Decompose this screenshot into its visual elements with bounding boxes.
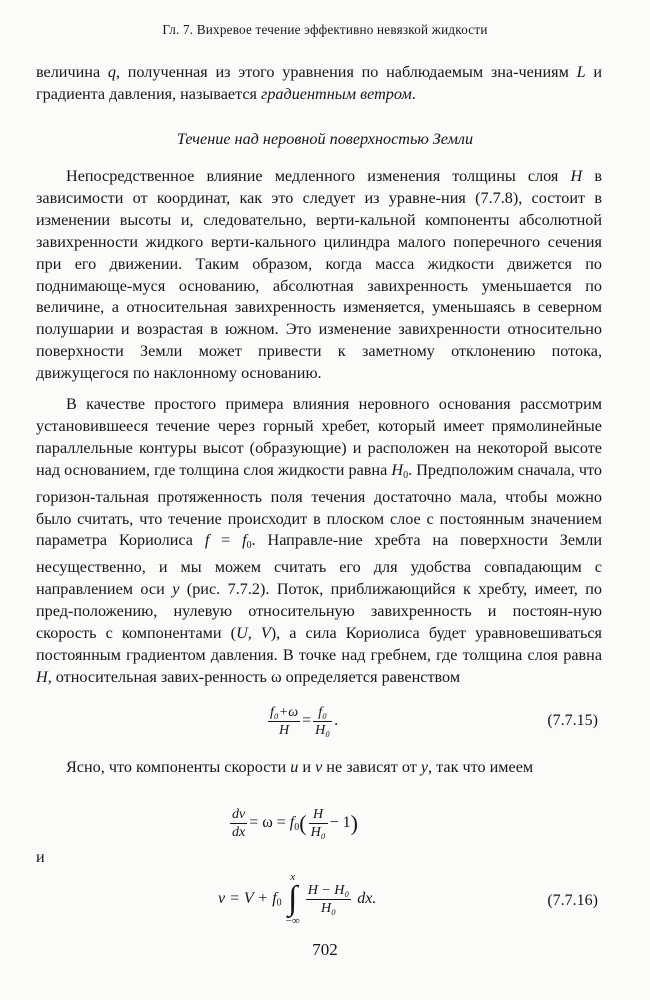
equation-7-7-15 [0, 704, 650, 744]
text: , полученная из этого уравнения по наблюдаемым зна-чениям [115, 63, 577, 81]
upper-limit: x [290, 871, 296, 883]
paragraph-uneven-surface [36, 166, 602, 385]
equation-body [228, 806, 358, 841]
var-y: y [420, 758, 429, 776]
equation-7-7-16 [0, 872, 650, 934]
paragraph-velocity [36, 757, 602, 779]
fraction [306, 882, 352, 917]
text: В качестве простого примера влияния неровного основания рассмотрим установившееся течение через горный хребет, который имеет прямолинейные параллельные контуры высот (образующие) и расположен на некоторой высоте над основанием, где толщина слоя жидкости равна [36, 395, 602, 479]
var-y: y [172, 580, 180, 599]
var-u: u [290, 758, 299, 776]
text: в зависимости от координат, как это следует из уравне-ния (7.7.8), состоит в изменении высоты и, следовательно, верти-кальной компоненты абсолютной завихренности жидкого верти-кального цилиндра малого поперечного сечения при его движении. Таким образом, когда масса жидкости движется по поднимающе-муся основанию, абсолютная завихренность уменьшается по величине, а относительная завихренность изменяется, уменьшаясь в северном полушарии и возрастая в южном. Это изменение завихренности относительно поверхности Земли может привести к заметному отклонению потока, движущегося по наклонному основанию. [36, 167, 602, 383]
denominator: dx [232, 825, 246, 840]
subscript: 0 [294, 822, 300, 834]
denominator: H₀ [320, 900, 336, 916]
text: величина [36, 63, 108, 81]
numerator: f₀ [313, 704, 332, 722]
var-UV: U, V [236, 624, 271, 643]
fraction [230, 806, 247, 841]
var-H0: H [391, 460, 404, 479]
page-number: 702 [312, 940, 338, 959]
text: . Предположим сначала, что горизон-тальная протяженность поля течения достаточно мала, чтобы можно было считать, что течение происходит в плоском слое с постоянным значением параметра Кориолиса [36, 460, 602, 550]
subscript: 0 [246, 540, 252, 552]
equation-number: (7.7.16) [547, 892, 598, 909]
paragraph-gradient-wind [36, 62, 602, 106]
numerator: H [309, 806, 328, 824]
equals-sign: = [302, 712, 312, 730]
text: = [209, 531, 243, 550]
var-f0: f [289, 814, 295, 832]
period: . [334, 712, 339, 730]
fraction [313, 704, 332, 739]
paren-close: ) [350, 810, 358, 836]
term-gradient-wind: градиентным ветром [261, 84, 412, 103]
fraction [268, 704, 300, 739]
text: , относительная завих-ренность ω определяется равенством [47, 667, 461, 686]
var-L: L [576, 63, 586, 81]
subscript: 0 [276, 897, 282, 909]
integral [286, 872, 300, 926]
denominator: H [278, 723, 290, 738]
var-f0: f [242, 531, 247, 550]
text: и градиента давления, называется [36, 63, 602, 103]
var-H: H [570, 167, 583, 185]
conjunction-and: и [36, 848, 45, 866]
equation-body [218, 872, 376, 926]
equation-number: (7.7.15) [547, 712, 598, 729]
text: , так что имеем [428, 758, 534, 776]
text: Непосредственное влияние медленного изменения толщины слоя [66, 167, 571, 185]
text: dx. [353, 890, 377, 907]
var-q: q [107, 63, 116, 81]
running-header: Гл. 7. Вихревое течение эффективно невязкой жидкости [162, 22, 488, 37]
numerator: H − H₀ [307, 882, 350, 898]
text: ), а сила Кориолиса будет уравновешиваться постоянным градиентом давления. В точке над гребнем, где толщина слоя равна [36, 624, 602, 664]
denominator: H₀ [315, 723, 331, 738]
text: v = V + [218, 890, 273, 907]
var-f0: f [272, 890, 277, 907]
lower-limit: −∞ [285, 915, 300, 927]
section-title: Течение над неровной поверхностью Земли [176, 130, 474, 148]
var-v: v [315, 758, 323, 776]
var-f: f [204, 531, 210, 550]
denominator: H₀ [310, 825, 326, 840]
numerator: f₀+ω [270, 705, 299, 720]
text: (рис. 7.7.2). Поток, приближающийся к хребту, имеет, по пред-положению, нулевую относительную завихренность и постоян-ную скорость с компонентами ( [36, 580, 602, 643]
text: = ω = [249, 814, 290, 832]
subscript: 0 [403, 469, 409, 481]
equation-dv-dx [0, 806, 650, 846]
text: − 1 [329, 814, 351, 832]
integral-sign: ∫ [288, 880, 298, 917]
text: не зависят от [322, 758, 421, 776]
paragraph-ridge-example [36, 394, 602, 689]
var-H: H [36, 667, 48, 686]
paren-open: ( [299, 810, 307, 836]
text: . Направле-ние хребта на поверхности Земли несущественно, и мы можем считать его для удобства совпадающим с направлением оси [36, 531, 602, 599]
numerator: dv [232, 807, 246, 822]
text: и [298, 758, 316, 776]
equation-body [266, 704, 338, 739]
text: . [411, 84, 416, 103]
text: Ясно, что компоненты скорости [66, 758, 291, 776]
fraction [309, 806, 328, 841]
